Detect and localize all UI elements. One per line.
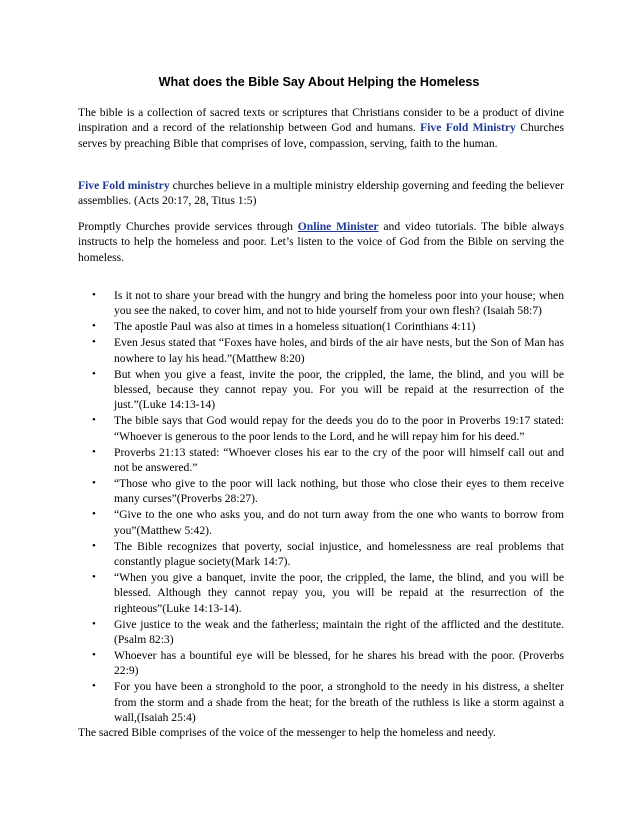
list-item [78, 335, 564, 366]
services-text-b: and video tutorials. The bible always instructs to help the homeless and poor. Let’s listen to the voice of God from the Bible on serving the homeless. [78, 220, 564, 264]
list-item-text: For you have been a stronghold to the poor, a stronghold to the needy in his distress, a shelter from the storm and a shade from the heat; for the breath of the ruthless is like a storm against a wall,(Isaiah 25:4) [114, 680, 564, 724]
list-item-text: Even Jesus stated that “Foxes have holes, and birds of the air have nests, but the Son of Man has nowhere to lay his head.”(Matthew 8:20) [114, 336, 564, 365]
list-item-text: The Bible recognizes that poverty, social injustice, and homelessness are real problems that constantly plague society(Mark 14:7). [114, 539, 564, 568]
list-item-text: “Give to the one who asks you, and do not turn away from the one who wants to borrow from you”(Matthew 5:42). [114, 508, 564, 537]
services-text-a: Promptly Churches provide services through [78, 220, 298, 233]
bullet-icon: • [92, 414, 96, 427]
list-item [78, 617, 564, 648]
list-item-text: Give justice to the weak and the fatherless; maintain the right of the afflicted and the destitute. (Psalm 82:3) [114, 617, 564, 646]
list-item [78, 507, 564, 538]
bullet-icon: • [92, 539, 96, 552]
bullet-icon: • [92, 320, 96, 333]
bullet-icon: • [92, 680, 96, 693]
bullet-icon: • [92, 476, 96, 489]
list-item [78, 413, 564, 444]
list-item [78, 476, 564, 507]
intro-paragraph [78, 105, 564, 151]
five-fold-ministry-link[interactable]: Five Fold Ministry [420, 121, 516, 135]
list-item [78, 367, 564, 413]
list-item-text: But when you give a feast, invite the poor, the crippled, the lame, the blind, and you will be blessed, because they cannot repay you. For you will be repaid at the resurrection of the just.”(Luke 14:13-14) [114, 367, 564, 412]
ministry-text: churches believe in a multiple ministry eldership governing and feeding the believer assemblies. (Acts 20:17, 28, Titus 1:5) [78, 179, 564, 208]
page-title: What does the Bible Say About Helping the Homeless [158, 75, 480, 89]
list-item-text: The apostle Paul was also at times in a homeless situation(1 Corinthians 4:11) [114, 320, 476, 334]
bullet-icon: • [92, 648, 96, 661]
list-item-text: The bible says that God would repay for the deeds you do to the poor in Proverbs 19:17 stated: “Whoever is generous to the poor lends to the Lord, and he will repay him for his deed.” [114, 414, 564, 443]
bullet-icon: • [92, 445, 96, 458]
bullet-icon: • [92, 508, 96, 521]
list-item [78, 539, 564, 570]
intro-text-b: Churches serves by preaching Bible that comprises of love, compassion, serving, faith to the human. [78, 121, 564, 150]
bullet-icon: • [92, 617, 96, 630]
list-item-text: “When you give a banquet, invite the poor, the crippled, the lame, the blind, and you will be blessed. Although they cannot repay you, you will be repaid at the resurrection of the righteous”(Luke 14:13-14). [114, 570, 564, 615]
bullet-icon: • [92, 336, 96, 349]
list-item-text: Proverbs 21:13 stated: “Whoever closes his ear to the cry of the poor will himself call out and not be answered.” [114, 445, 564, 474]
scripture-bullet-list [78, 288, 564, 726]
list-item-text: Is it not to share your bread with the hungry and bring the homeless poor into your house; when you see the naked, to cover him, and not to hide yourself from your own flesh? (Isaiah 58:7) [114, 289, 564, 318]
online-minister-link[interactable]: Online Minister [297, 220, 379, 233]
list-item-text: “Those who give to the poor will lack nothing, but those who close their eyes to them receive many curses”(Proverbs 28:27). [114, 476, 564, 506]
bullet-icon: • [92, 367, 96, 380]
list-item [78, 319, 564, 334]
list-item-text: Whoever has a bountiful eye will be blessed, for he shares his bread with the poor. (Proverbs 22:9) [114, 648, 564, 678]
list-item [78, 445, 564, 476]
list-item [78, 648, 564, 679]
list-item [78, 288, 564, 319]
bullet-icon: • [92, 570, 96, 583]
intro-text-a: The bible is a collection of sacred texts or scriptures that Christians consider to be a product of divine inspiration and a record of the relationship between God and humans. [78, 106, 564, 135]
list-item [78, 570, 564, 616]
closing-paragraph: The sacred Bible comprises of the voice of the messenger to help the homeless and needy. [78, 726, 496, 739]
ministry-paragraph [78, 178, 564, 209]
ministry-bold-term: Five Fold ministry [78, 179, 170, 192]
list-item [78, 679, 564, 725]
bullet-icon: • [92, 289, 96, 301]
services-paragraph [78, 219, 564, 265]
